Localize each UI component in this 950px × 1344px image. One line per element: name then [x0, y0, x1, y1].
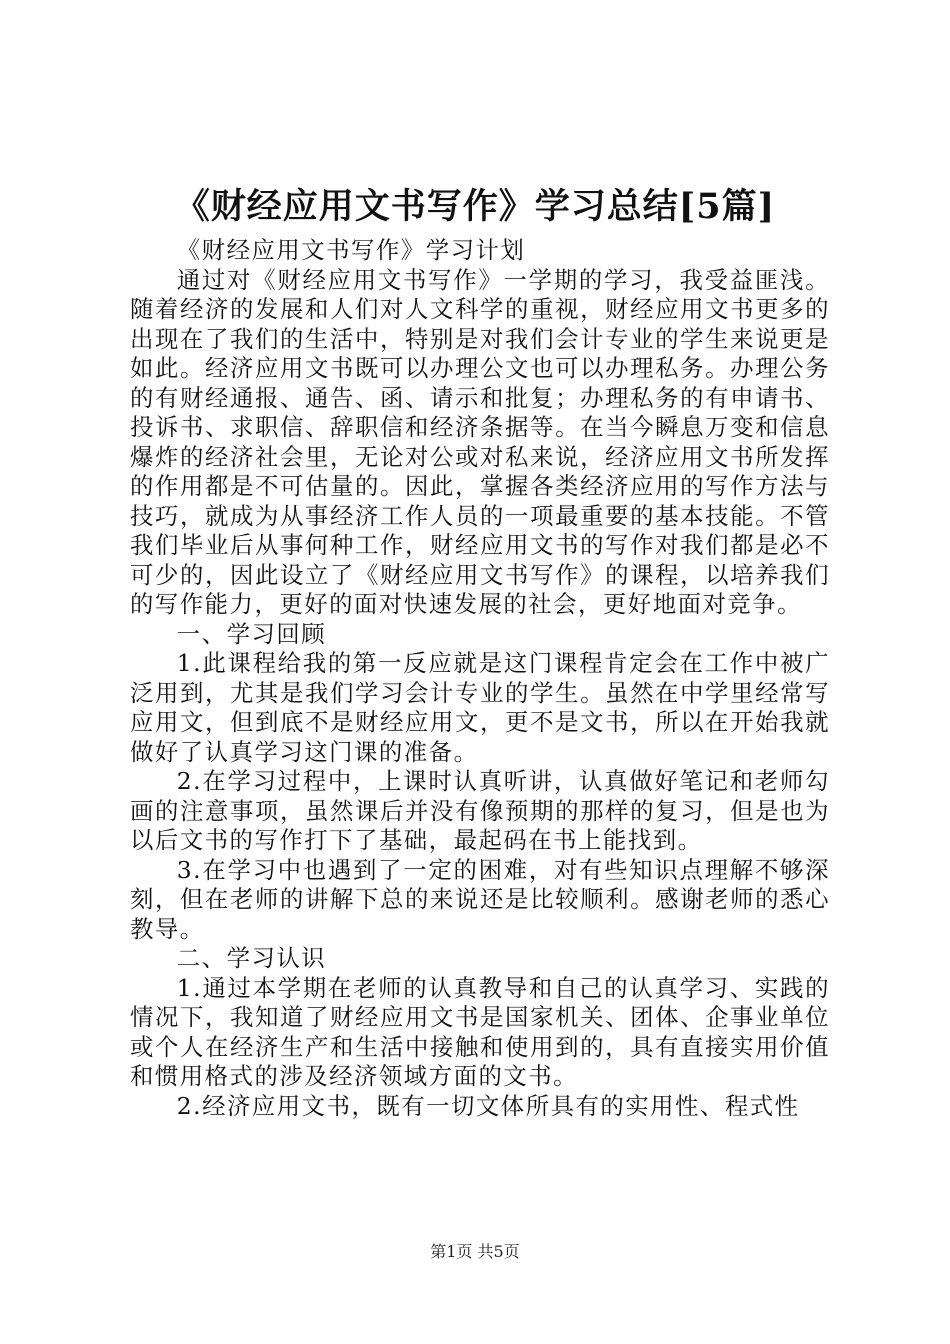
document-body	[130, 236, 830, 1121]
paragraph-understanding-1: 1.通过本学期在老师的认真教导和自己的认真学习、实践的情况下，我知道了财经应用文书是国家机关、团体、企事业单位或个人在经济生产和生活中接触和使用到的，具有直接实用价值和惯用格式的涉及经济领域方面的文书。	[130, 973, 830, 1090]
paragraph-review-1: 1.此课程给我的第一反应就是这门课程肯定会在工作中被广泛用到，尤其是我们学习会计专业的学生。虽然在中学里经常写应用文，但到底不是财经应用文，更不是文书，所以在开始我就做好了认真学习这门课的准备。	[130, 649, 830, 766]
document-title: 《财经应用文书写作》学习总结[5篇]	[174, 186, 776, 227]
paragraph-understanding-2: 2.经济应用文书，既有一切文体所具有的实用性、程式性	[176, 1091, 800, 1120]
section-heading-review: 一、学习回顾	[176, 619, 327, 648]
paragraph-review-3: 3.在学习中也遇到了一定的困难，对有些知识点理解不够深刻，但在老师的讲解下总的来说还是比较顺利。感谢老师的悉心教导。	[130, 855, 830, 943]
paragraph-review-2: 2.在学习过程中，上课时认真听讲，认真做好笔记和老师勾画的注意事项，虽然课后并没有像预期的那样的复习，但是也为以后文书的写作打下了基础，最起码在书上能找到。	[130, 767, 830, 854]
paragraph-plan-heading: 《财经应用文书写作》学习计划	[176, 236, 526, 264]
page-footer: 第1页 共5页	[430, 1242, 520, 1261]
section-heading-understanding: 二、学习认识	[176, 944, 327, 972]
paragraph-intro: 通过对《财经应用文书写作》一学期的学习，我受益匪浅。随着经济的发展和人们对人文科学的重视，财经应用文书更多的出现在了我们的生活中，特别是对我们会计专业的学生来说更是如此。经济应用文书既可以办理公文也可以办理私务。办理公务的有财经通报、通告、函、请示和批复；办理私务的有申请书、投诉书、求职信、辞职信和经济条据等。在当今瞬息万变和信息爆炸的经济社会里，无论对公或对私来说，经济应用文书所发挥的作用都是不可估量的。因此，掌握各类经济应用的写作方法与技巧，就成为从事经济工作人员的一项最重要的基本技能。不管我们毕业后从事何种工作，财经应用文书的写作对我们都是必不可少的，因此设立了《财经应用文书写作》的课程，以培养我们的写作能力，更好的面对快速发展的社会，更好地面对竞争。	[130, 265, 830, 618]
